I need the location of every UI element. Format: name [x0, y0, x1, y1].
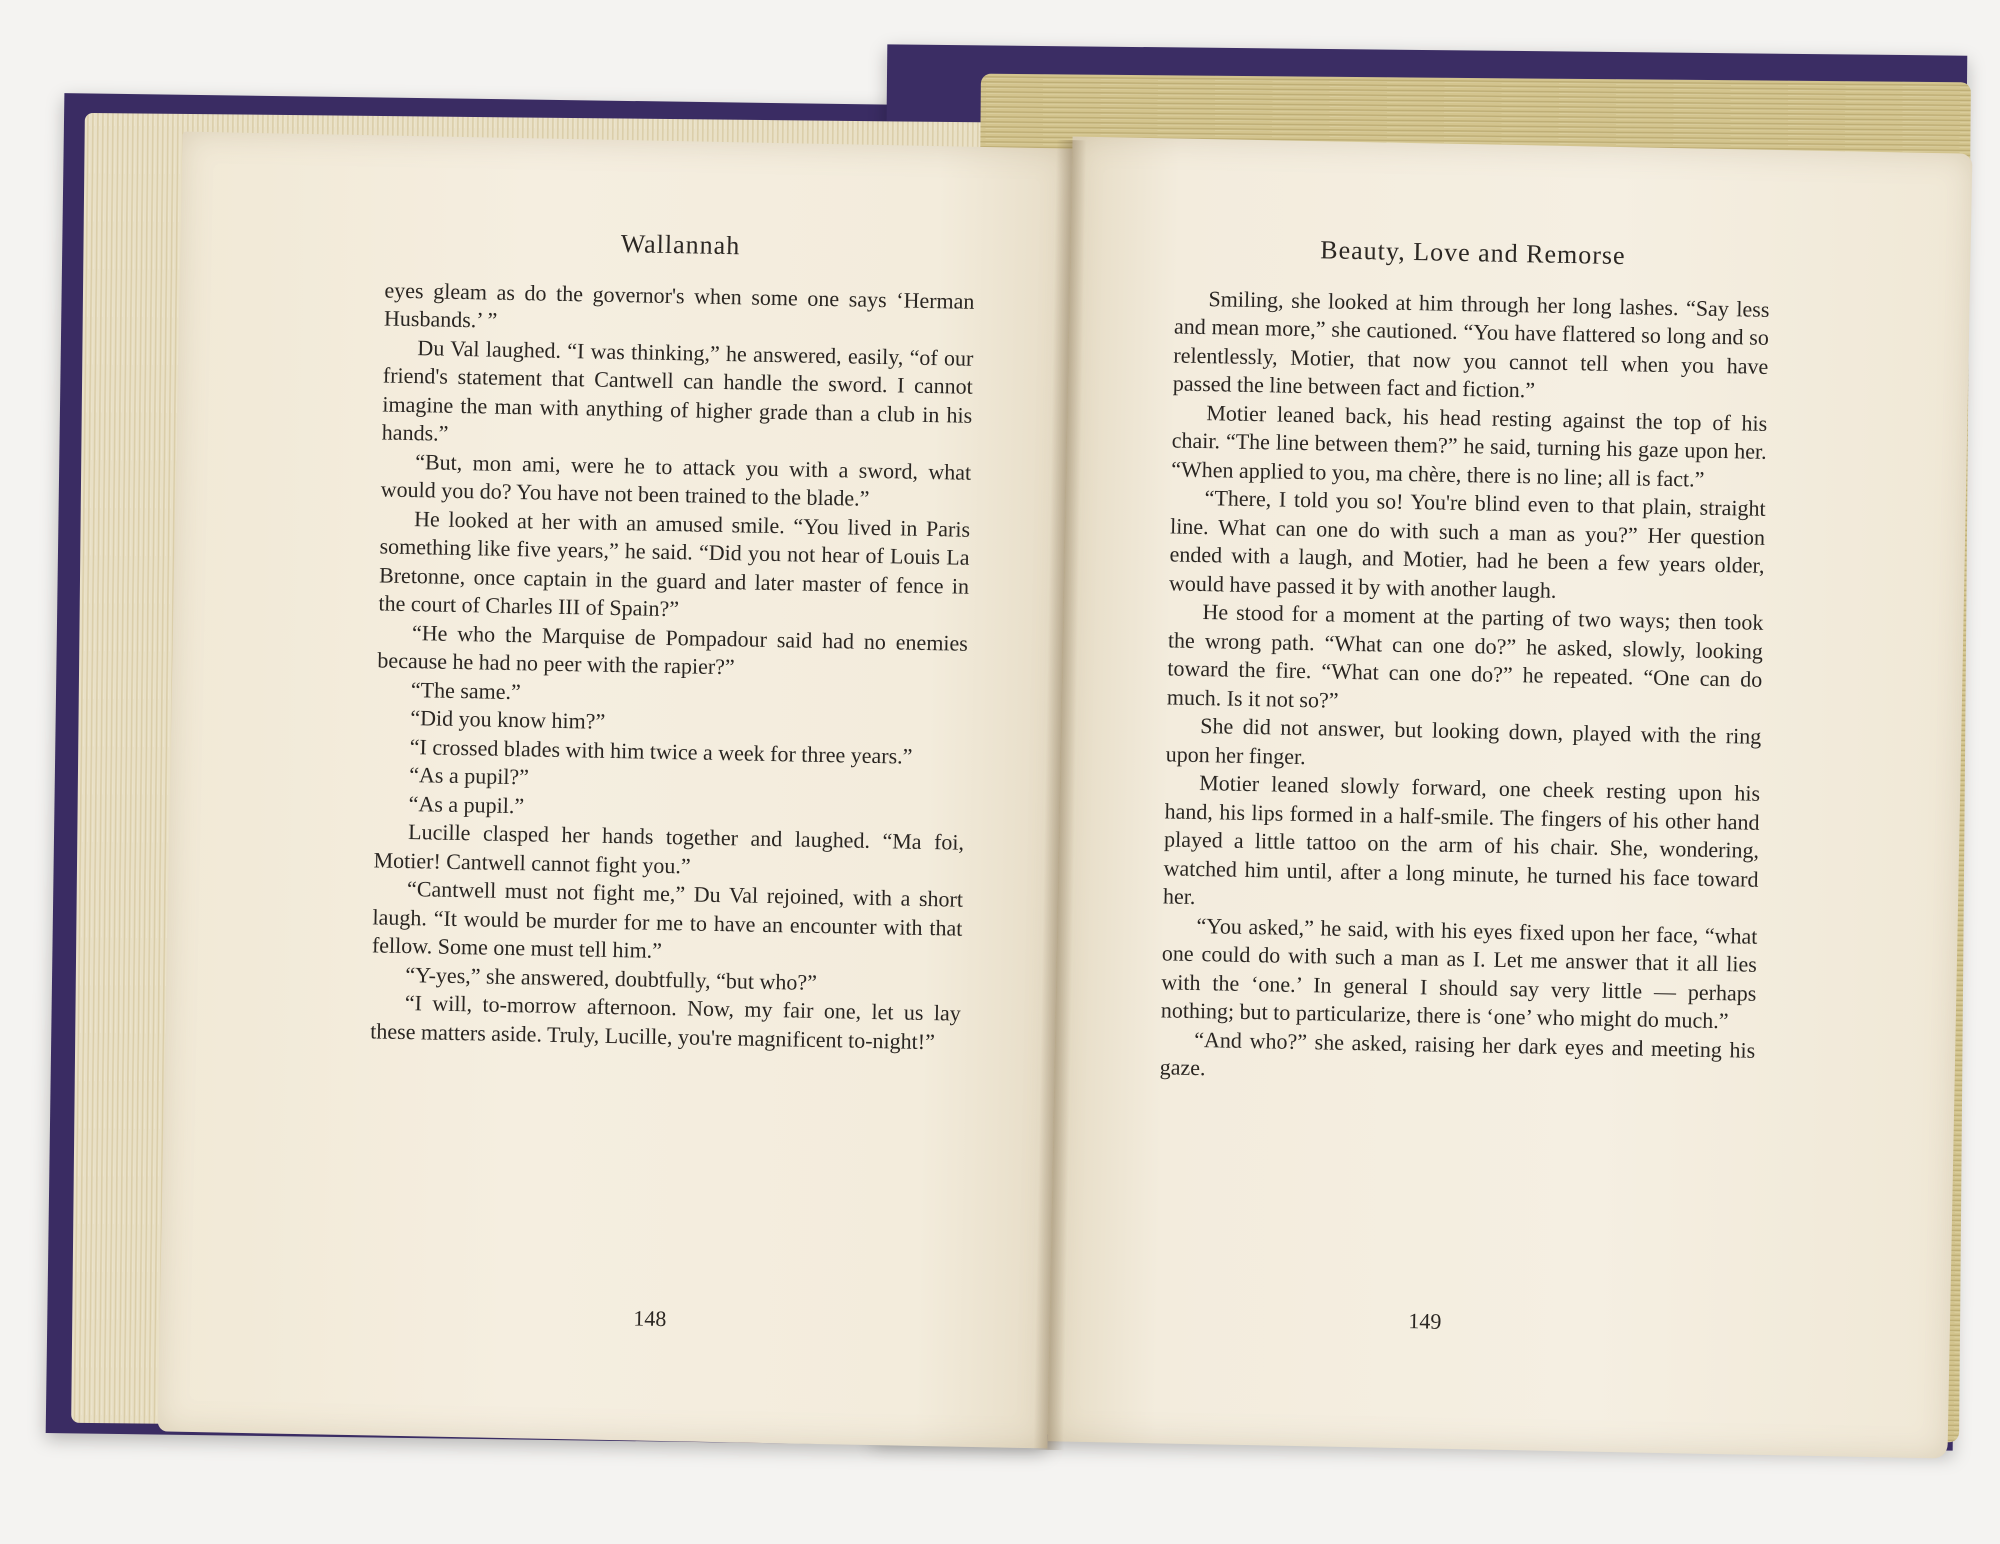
paragraph: “He who the Marquise de Pompadour said had no enemies because he had no peer with the rapier?” — [377, 619, 969, 680]
paragraph: Motier leaned back, his head resting against the top of his chair. “The line between them?” he said, turning his gaze upon her. “When applied to you, ma chère, there is no line; all is fact.” — [1171, 399, 1768, 492]
paragraph: “I will, to-morrow afternoon. Now, my fair one, let us lay these matters aside. Truly, Lucille, you're magnificent to-night!” — [370, 990, 962, 1054]
paragraph: Smiling, she looked at him through her long lashes. “Say less and mean more,” she cautioned. “You have flattered so long and so relentlessly, Motier, that now you cannot tell when you have passed the line between fact and fiction.” — [1172, 285, 1770, 403]
paragraph: “Cantwell must not fight me,” Du Val rejoined, with a short laugh. “It would be murder for me to have an encounter with that fellow. Some one must tell him.” — [371, 876, 964, 963]
left-page — [158, 132, 1073, 1449]
paragraph: “Did you know him?” — [410, 705, 606, 734]
paragraph: “I crossed blades with him twice a week for three years.” — [409, 733, 913, 769]
paragraph: Motier leaned slowly forward, one cheek resting upon his hand, his lips formed in a half-smile. The fingers of his other hand played a little tattoo on the arm of his chair. She, wondering, watched him until, after a long minute, he turned his face toward her. — [1162, 770, 1761, 909]
paragraph: He stood for a moment at the parting of two ways; then took the wrong path. “What can one do?” he asked, slowly, looking toward the fire. “What can one do?” he repeated. “One can do much. Is it not so?” — [1166, 599, 1764, 713]
paragraph: She did not answer, but looking down, played with the ring upon her finger. — [1165, 713, 1762, 769]
paragraph: “And who?” she asked, raising her dark eyes and meeting his gaze. — [1159, 1026, 1756, 1081]
paragraph: “There, I told you so! You're blind even to that plain, straight line. What can one do with such a man as you?” Her question ended with a laugh, and Motier, had he been a few years older, would have passed it by with another laugh. — [1168, 485, 1766, 603]
paragraph: Lucille clasped her hands together and laughed. “Ma foi, Motier! Cantwell cannot fight you.” — [373, 819, 965, 878]
paragraph: Du Val laughed. “I was thinking,” he answered, easily, “of our friend's statement that Cantwell can handle the sword. I cannot imagine the man with anything of higher grade than a club in his hands.” — [381, 334, 974, 446]
paragraph: eyes gleam as do the governor's when some one says ‘Herman Husbands.’ ” — [383, 276, 975, 333]
page-number-left: 148 — [633, 1305, 667, 1332]
paragraph: “But, mon ami, were he to attack you with a sword, what would you do? You have not been trained to the blade.” — [380, 448, 972, 511]
paragraph: “Y-yes,” she answered, doubtfully, “but who?” — [405, 961, 818, 995]
paragraph: He looked at her with an amused smile. “You lived in Paris something like five years,” he said. “Did you not hear of Louis La Bretonne, once captain in the guard and later master of fence in the court of Charles III of Spain?” — [378, 505, 971, 622]
paragraph: “The same.” — [410, 676, 522, 704]
right-page — [1048, 136, 1973, 1458]
right-page-text — [1159, 233, 1770, 1093]
paragraph: “You asked,” he said, with his eyes fixed upon her face, “what one could do with such a man as I. Let me answer that it all lies with the ‘one.’ In general I should say very little — perhaps nothing; but to particularize, there is ‘one’ who might do much.” — [1160, 912, 1758, 1034]
left-page-text — [370, 225, 976, 1056]
right-running-head: Beauty, Love and Remorse — [1320, 235, 1626, 271]
page-number-right: 149 — [1408, 1308, 1442, 1334]
left-running-head: Wallannah — [620, 229, 741, 261]
paragraph: “As a pupil.” — [408, 790, 525, 818]
paragraph: “As a pupil?” — [409, 762, 530, 790]
